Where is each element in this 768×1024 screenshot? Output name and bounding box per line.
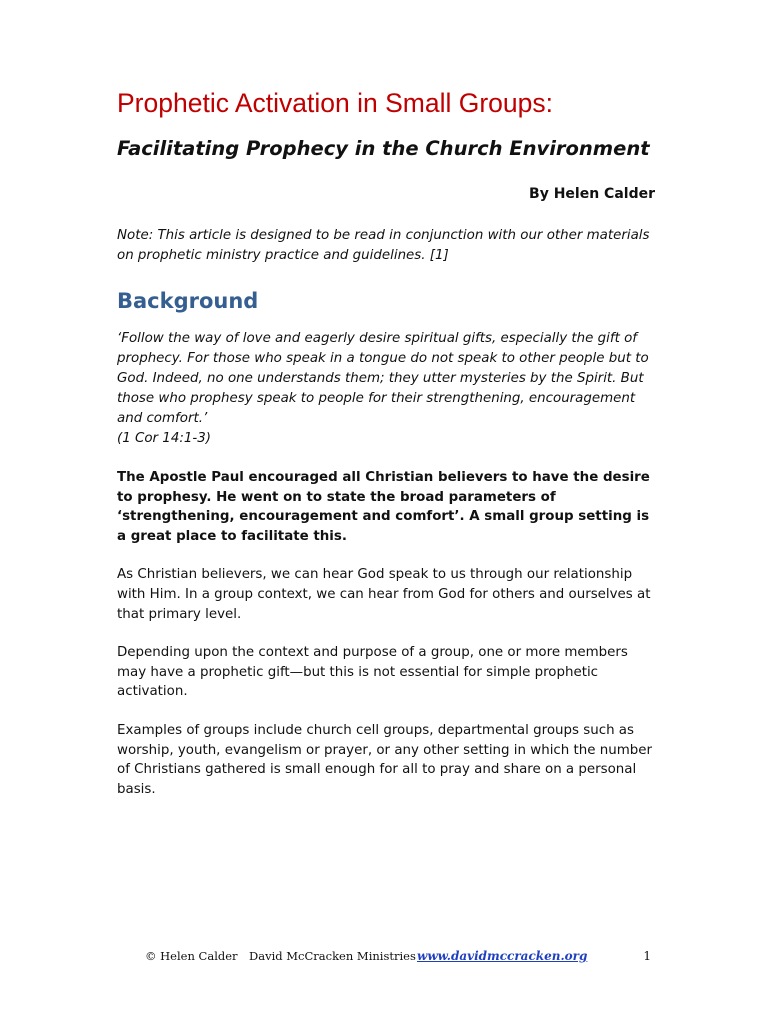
reading-note: Note: This article is designed to be read in conjunction with our other materials on prophetic ministry practice and guidelines. [1] xyxy=(117,228,650,263)
scripture-quote xyxy=(117,329,655,449)
document-subtitle: Facilitating Prophecy in the Church Environment xyxy=(117,137,650,160)
paragraph-christian-believers: As Christian believers, we can hear God speak to us through our relationship with Him. In a group context, we can hear from God for others and ourselves at that primary level. xyxy=(117,567,651,622)
author-byline: By Helen Calder xyxy=(529,186,655,202)
section-heading-background: Background xyxy=(117,289,259,313)
scripture-quote-text: ‘Follow the way of love and eagerly desire spiritual gifts, especially the gift of prophecy. For those who speak in a tongue do not speak to other people but to God. Indeed, no one understands them; they utter mysteries by the Spirit. But those who prophesy speak to people for their strengthening, encouragement and comfort.’ xyxy=(117,331,649,426)
document-title: Prophetic Activation in Small Groups: xyxy=(117,88,553,118)
paragraph-apostle-paul: The Apostle Paul encouraged all Christian believers to have the desire to prophesy. He went on to state the broad parameters of ‘strengthening, encouragement and comfort’. A small group setting is a great place to facilitate this. xyxy=(117,470,650,544)
footer-organization: David McCracken Ministries xyxy=(249,949,416,963)
paragraph-group-context: Depending upon the context and purpose of a group, one or more members may have a prophetic gift—but this is not essential for simple prophetic activation. xyxy=(117,645,628,700)
paragraph-group-examples: Examples of groups include church cell groups, departmental groups such as worship, youth, evangelism or prayer, or any other setting in which the number of Christians gathered is small enough for all to pray and share on a personal basis. xyxy=(117,722,653,797)
page-footer xyxy=(145,946,655,966)
footer-copyright: © Helen Calder xyxy=(145,949,238,963)
document-body xyxy=(117,86,655,799)
scripture-reference: (1 Cor 14:1-3) xyxy=(117,431,211,446)
page-number: 1 xyxy=(643,949,651,963)
footer-website-link[interactable]: www.davidmccracken.org xyxy=(417,949,588,963)
